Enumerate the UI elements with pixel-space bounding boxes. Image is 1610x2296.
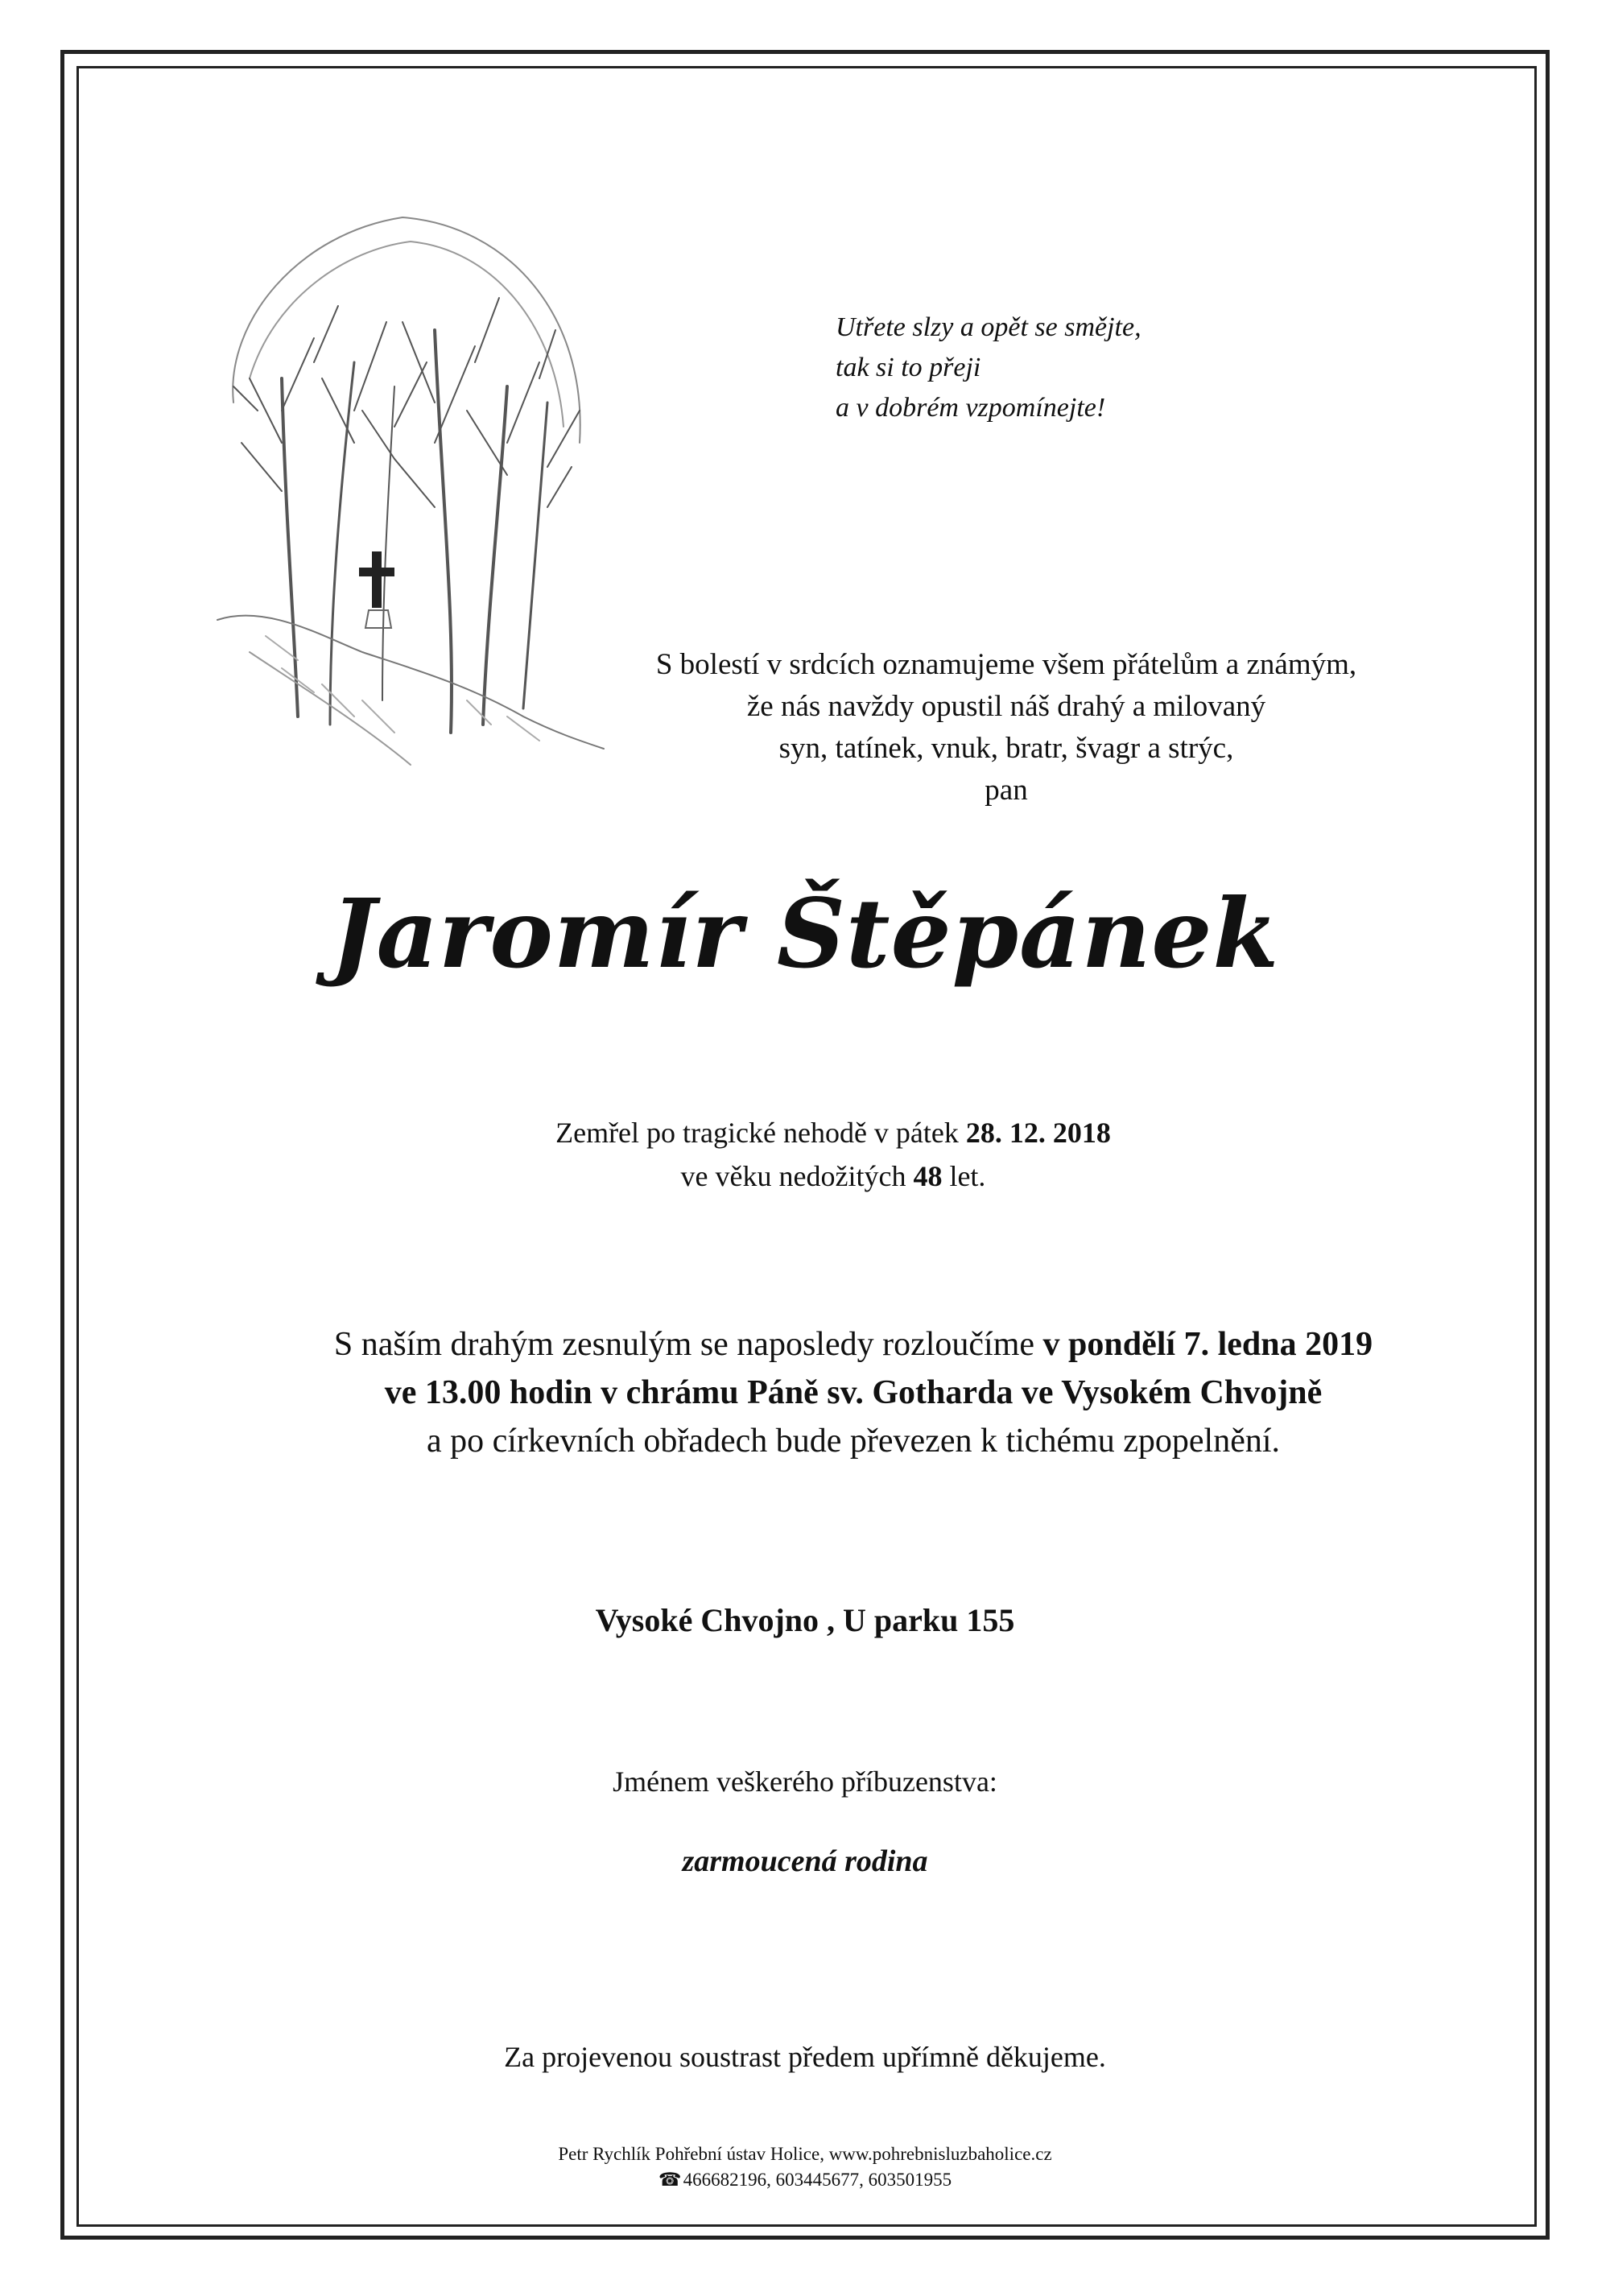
thanks-line: Za projevenou soustrast předem upřímně děkujeme.	[504, 2041, 1106, 2073]
motto-line: tak si to přeji	[836, 353, 981, 382]
funeral-line-1	[161, 1320, 1546, 1369]
footer-line-2	[0, 2167, 1610, 2193]
age-prefix: ve věku nedožitých	[680, 1160, 906, 1192]
funeral-home-footer	[0, 2141, 1610, 2193]
trees-with-cross-illustration	[201, 201, 612, 781]
funeral-info	[161, 1320, 1546, 1465]
announcement-line: pan	[985, 774, 1028, 807]
phone-icon: ☎	[658, 2170, 682, 2190]
motto-verse	[836, 308, 1319, 428]
footer-line-1: Petr Rychlík Pohřební ústav Holice, www.pohrebnisluzbaholice.cz	[558, 2144, 1052, 2164]
funeral-line-2	[161, 1369, 1546, 1417]
announcement-line: syn, tatínek, vnuk, bratr, švagr a strýc,	[778, 732, 1234, 765]
announcement-line: že nás navždy opustil náš drahý a milovaný	[746, 690, 1266, 723]
announcement	[564, 644, 1449, 811]
age-line	[242, 1154, 1425, 1198]
age-value: 48	[913, 1160, 943, 1192]
funeral-date: v pondělí 7. ledna 2019	[1042, 1326, 1373, 1363]
deceased-name: Jaromír Štěpánek	[330, 878, 1280, 989]
motto-line: Utřete slzy a opět se smějte,	[836, 312, 1141, 342]
death-date-line	[242, 1111, 1425, 1154]
death-info	[242, 1111, 1425, 1198]
death-text: Zemřel po tragické nehodě v pátek	[555, 1117, 959, 1149]
address: Vysoké Chvojno , U parku 155	[595, 1602, 1015, 1638]
funeral-text: S naším drahým zesnulým se naposledy rozloučíme	[333, 1326, 1035, 1363]
death-date: 28. 12. 2018	[965, 1117, 1111, 1149]
announcement-line: S bolestí v srdcích oznamujeme všem přátelům a známým,	[655, 648, 1357, 681]
footer-phones: 466682196, 603445677, 603501955	[683, 2170, 952, 2190]
relatives-intro: Jménem veškerého příbuzenstva:	[613, 1765, 997, 1798]
age-suffix: let.	[949, 1160, 986, 1192]
motto-line: a v dobrém vzpomínejte!	[836, 393, 1106, 423]
funeral-line-3: a po církevních obřadech bude převezen k tichému zpopelnění.	[426, 1423, 1281, 1460]
family-signature: zarmoucená rodina	[682, 1844, 928, 1878]
funeral-time-place: ve 13.00 hodin v chrámu Páně sv. Gotharda ve Vysokém Chvojně	[384, 1374, 1323, 1411]
